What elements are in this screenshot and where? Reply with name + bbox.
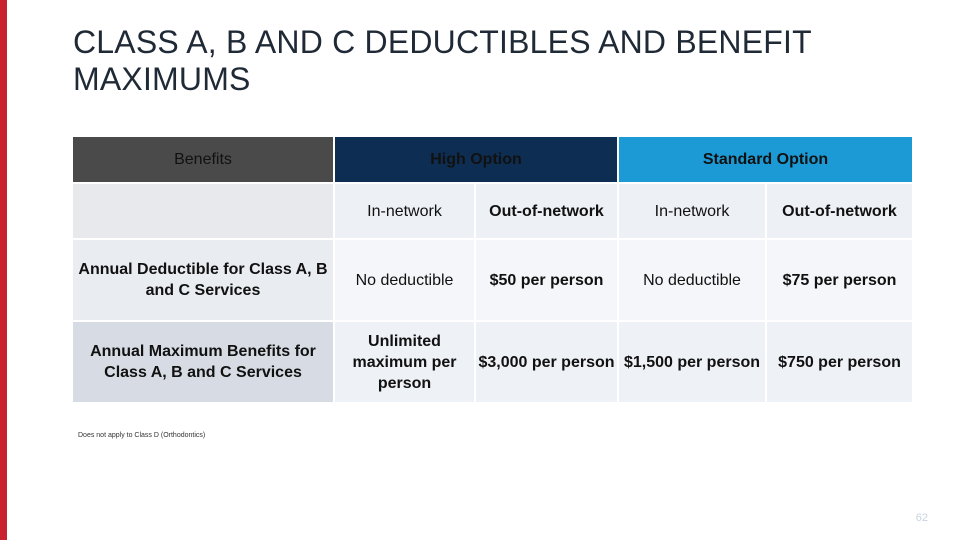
header-benefits: Benefits <box>72 136 334 183</box>
accent-bar <box>0 0 7 540</box>
cell-standard-out-of-network: $75 per person <box>766 239 913 321</box>
subheader-high-in-network: In-network <box>334 183 475 239</box>
row-label-annual-deductible: Annual Deductible for Class A, B and C Services <box>72 239 334 321</box>
benefits-table <box>71 135 914 404</box>
cell-high-out-of-network: $50 per person <box>475 239 618 321</box>
table-header-row <box>72 136 913 183</box>
table-subheader-row <box>72 183 913 239</box>
subheader-standard-in-network: In-network <box>618 183 766 239</box>
footnote: Does not apply to Class D (Orthodontics) <box>78 432 206 439</box>
row-label-annual-maximum: Annual Maximum Benefits for Class A, B and C Services <box>72 321 334 403</box>
subheader-blank-cell <box>72 183 334 239</box>
subheader-high-out-of-network: Out-of-network <box>475 183 618 239</box>
header-high-option: High Option <box>334 136 618 183</box>
table-row <box>72 321 913 403</box>
page-number: 62 <box>915 512 928 524</box>
table-row <box>72 239 913 321</box>
cell-high-in-network: Unlimited maximum per person <box>334 321 475 403</box>
subheader-standard-out-of-network: Out-of-network <box>766 183 913 239</box>
cell-standard-in-network: $1,500 per person <box>618 321 766 403</box>
slide-title: CLASS A, B AND C DEDUCTIBLES AND BENEFIT MAXIMUMS <box>73 24 812 97</box>
cell-high-out-of-network: $3,000 per person <box>475 321 618 403</box>
header-standard-option: Standard Option <box>618 136 913 183</box>
cell-standard-in-network: No deductible <box>618 239 766 321</box>
cell-high-in-network: No deductible <box>334 239 475 321</box>
cell-standard-out-of-network: $750 per person <box>766 321 913 403</box>
